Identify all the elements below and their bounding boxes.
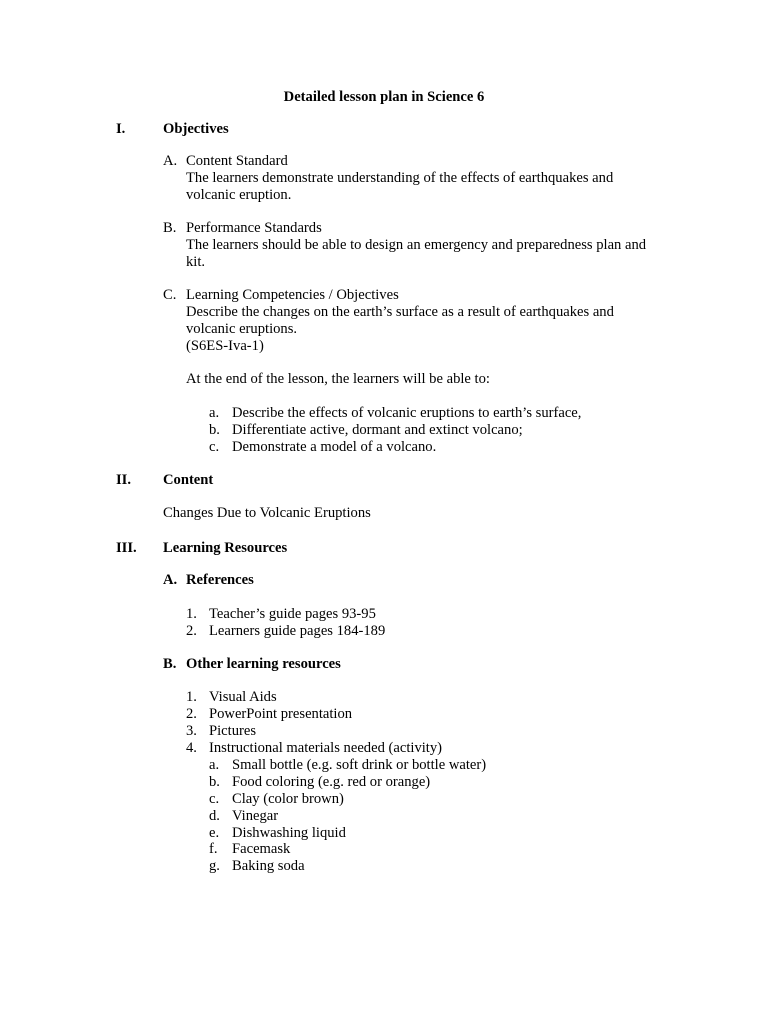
resource-text: Pictures xyxy=(209,723,257,739)
item-text: volcanic eruption. xyxy=(186,187,292,203)
reference-marker: 1. xyxy=(186,606,197,622)
material-marker: d. xyxy=(209,808,220,824)
section-number: I. xyxy=(116,121,126,137)
item-text: Describe the changes on the earth’s surface as a result of earthquakes and xyxy=(186,304,614,320)
resource-text: Instructional materials needed (activity) xyxy=(209,740,443,756)
content-body: Changes Due to Volcanic Eruptions xyxy=(163,505,371,521)
item-marker: A. xyxy=(163,153,178,169)
item-text: kit. xyxy=(186,254,206,270)
material-text: Baking soda xyxy=(232,858,305,874)
item-text: The learners should be able to design an emergency and preparedness plan and xyxy=(186,237,647,253)
objective-text: Demonstrate a model of a volcano. xyxy=(232,439,437,455)
item-text: volcanic eruptions. xyxy=(186,321,298,337)
objectives-intro: At the end of the lesson, the learners will be able to: xyxy=(186,371,490,387)
objective-text: Describe the effects of volcanic eruptions to earth’s surface, xyxy=(232,405,582,421)
material-text: Vinegar xyxy=(232,808,279,824)
objective-marker: a. xyxy=(209,405,220,421)
item-marker: B. xyxy=(163,220,177,236)
section-number: III. xyxy=(116,540,137,556)
item-text: (S6ES-Iva-1) xyxy=(186,338,264,354)
material-marker: g. xyxy=(209,858,220,874)
item-heading-learning-competencies: Learning Competencies / Objectives xyxy=(186,287,399,303)
reference-text: Learners guide pages 184-189 xyxy=(209,623,386,639)
item-heading-performance-standards: Performance Standards xyxy=(186,220,322,236)
item-heading-references: References xyxy=(186,572,254,588)
material-marker: f. xyxy=(209,841,218,857)
item-marker: B. xyxy=(163,656,177,672)
material-marker: a. xyxy=(209,757,220,773)
objective-marker: b. xyxy=(209,422,220,438)
reference-marker: 2. xyxy=(186,623,197,639)
resource-marker: 3. xyxy=(186,723,197,739)
resource-marker: 4. xyxy=(186,740,197,756)
item-heading-other-resources: Other learning resources xyxy=(186,656,341,672)
resource-text: Visual Aids xyxy=(209,689,277,705)
material-text: Food coloring (e.g. red or orange) xyxy=(232,774,431,790)
reference-text: Teacher’s guide pages 93-95 xyxy=(209,606,376,622)
resource-text: PowerPoint presentation xyxy=(209,706,353,722)
material-text: Clay (color brown) xyxy=(232,791,344,807)
material-text: Small bottle (e.g. soft drink or bottle water) xyxy=(232,757,487,773)
section-title-content: Content xyxy=(163,472,214,488)
document-title: Detailed lesson plan in Science 6 xyxy=(283,89,485,105)
material-marker: b. xyxy=(209,774,220,790)
section-number: II. xyxy=(116,472,132,488)
material-text: Dishwashing liquid xyxy=(232,825,346,841)
item-marker: C. xyxy=(163,287,177,303)
section-title-learning-resources: Learning Resources xyxy=(163,540,288,556)
item-heading-content-standard: Content Standard xyxy=(186,153,288,169)
material-marker: e. xyxy=(209,825,220,841)
resource-marker: 2. xyxy=(186,706,197,722)
section-title-objectives: Objectives xyxy=(163,121,229,137)
objective-marker: c. xyxy=(209,439,220,455)
item-text: The learners demonstrate understanding of the effects of earthquakes and xyxy=(186,170,614,186)
material-text: Facemask xyxy=(232,841,291,857)
resource-marker: 1. xyxy=(186,689,197,705)
item-marker: A. xyxy=(163,572,178,588)
objective-text: Differentiate active, dormant and extinct volcano; xyxy=(232,422,523,438)
material-marker: c. xyxy=(209,791,220,807)
